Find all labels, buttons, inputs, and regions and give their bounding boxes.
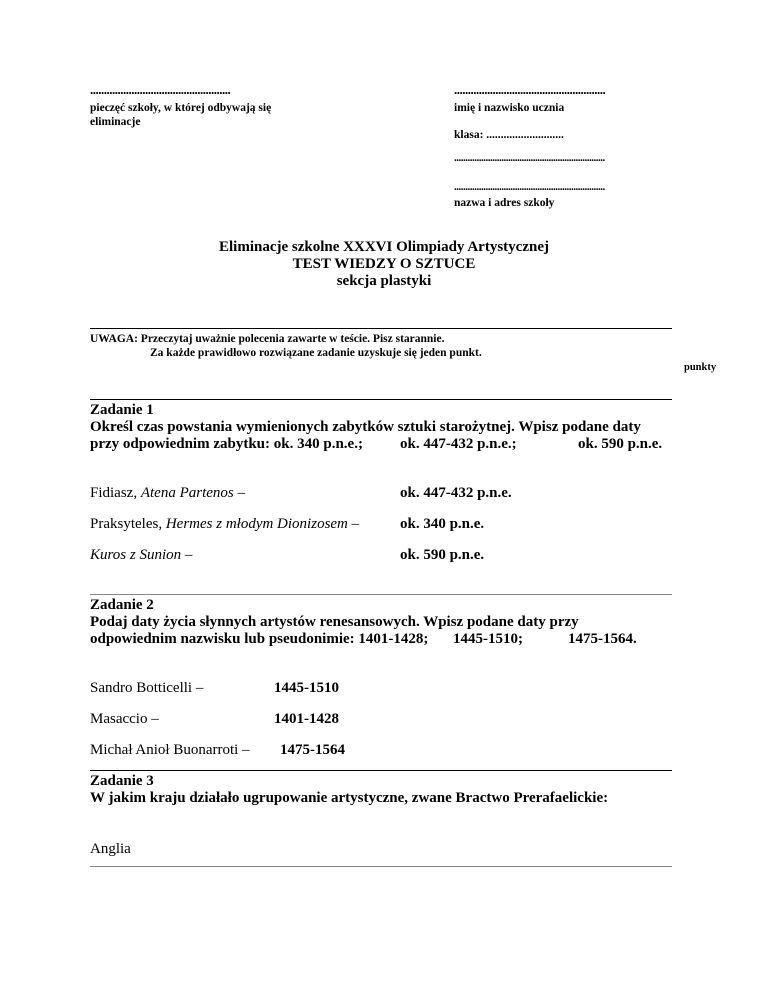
divider — [90, 399, 672, 400]
notice-line-2: Za każde prawidłowo rozwiązane zadanie uzyskuje się jeden punkt. — [150, 347, 482, 359]
task1-item-1 — [90, 485, 245, 502]
artwork-title: Atena Partenos — [140, 485, 234, 501]
divider — [90, 594, 672, 595]
item-prefix: Fidiasz, — [90, 485, 141, 501]
school-address-caption: nazwa i adres szkoły — [454, 197, 555, 209]
item-suffix: – — [347, 516, 360, 532]
school-address-dots-1: ................................................................... — [454, 152, 605, 164]
school-stamp-dots: ................................................... — [90, 82, 231, 97]
notice-line-1: UWAGA: Przeczytaj uważnie polecenia zawarte w teście. Pisz starannie. — [90, 333, 445, 345]
task1-prompt-2c: ok. 590 p.n.e. — [578, 436, 663, 452]
artwork-title: Kuros z Sunion — [90, 547, 182, 563]
task2-item-2: Masaccio – — [90, 711, 159, 727]
student-name-caption: imię i nazwisko ucznia — [454, 102, 565, 114]
task1-item-2 — [90, 516, 359, 533]
task2-heading: Zadanie 2 — [90, 597, 154, 613]
task2-prompt-2b: 1445-1510; — [453, 631, 523, 647]
task1-item-3 — [90, 547, 192, 564]
divider — [90, 328, 672, 329]
artwork-title: Hermes z młodym Dionizosem — [165, 516, 348, 532]
task1-prompt: Określ czas powstania wymienionych zabytków sztuki starożytnej. Wpisz podane daty — [90, 419, 641, 435]
task2-prompt-2c: 1475-1564. — [568, 631, 637, 647]
divider — [90, 866, 672, 867]
item-prefix: Praksyteles, — [90, 516, 166, 532]
exam-subtitle: TEST WIEDZY O SZTUCE — [292, 256, 476, 272]
task1-prompt-2b: ok. 447-432 p.n.e.; — [400, 436, 517, 452]
item-suffix: – — [181, 547, 193, 563]
class-field: klasa: ........................... — [454, 129, 564, 141]
item-suffix: – — [233, 485, 245, 501]
task1-heading: Zadanie 1 — [90, 402, 154, 418]
task3-answer: Anglia — [90, 841, 131, 857]
task2-prompt-2a: odpowiednim nazwisku lub pseudonimie: 1401-1428; — [90, 631, 429, 647]
task3-heading: Zadanie 3 — [90, 773, 154, 789]
task2-answer-1: 1445-1510 — [274, 680, 339, 696]
student-name-dots: ....................................................... — [454, 82, 606, 97]
task2-prompt: Podaj daty życia słynnych artystów renesansowych. Wpisz podane daty przy — [90, 614, 579, 630]
points-label: punkty — [684, 362, 717, 373]
exam-title: Eliminacje szkolne XXXVI Olimpiady Artystycznej — [219, 239, 549, 255]
task2-answer-3: 1475-1564 — [280, 742, 345, 758]
task1-answer-2: ok. 340 p.n.e. — [400, 516, 485, 532]
task2-answer-2: 1401-1428 — [274, 711, 339, 727]
task2-item-3: Michał Anioł Buonarroti – — [90, 742, 250, 758]
school-stamp-caption-2: eliminacje — [90, 116, 141, 128]
task3-prompt: W jakim kraju działało ugrupowanie artystyczne, zwane Bractwo Prerafaelickie: — [90, 790, 609, 806]
task2-item-1: Sandro Botticelli – — [90, 680, 204, 696]
task1-answer-3: ok. 590 p.n.e. — [400, 547, 485, 563]
school-address-dots-2: ................................................................... — [454, 181, 605, 193]
school-stamp-caption: pieczęć szkoły, w której odbywają się — [90, 102, 272, 114]
task1-prompt-2a: przy odpowiednim zabytku: ok. 340 p.n.e.; — [90, 436, 363, 452]
exam-section: sekcja plastyki — [336, 273, 432, 289]
task1-answer-1: ok. 447-432 p.n.e. — [400, 485, 512, 501]
divider — [90, 770, 672, 771]
